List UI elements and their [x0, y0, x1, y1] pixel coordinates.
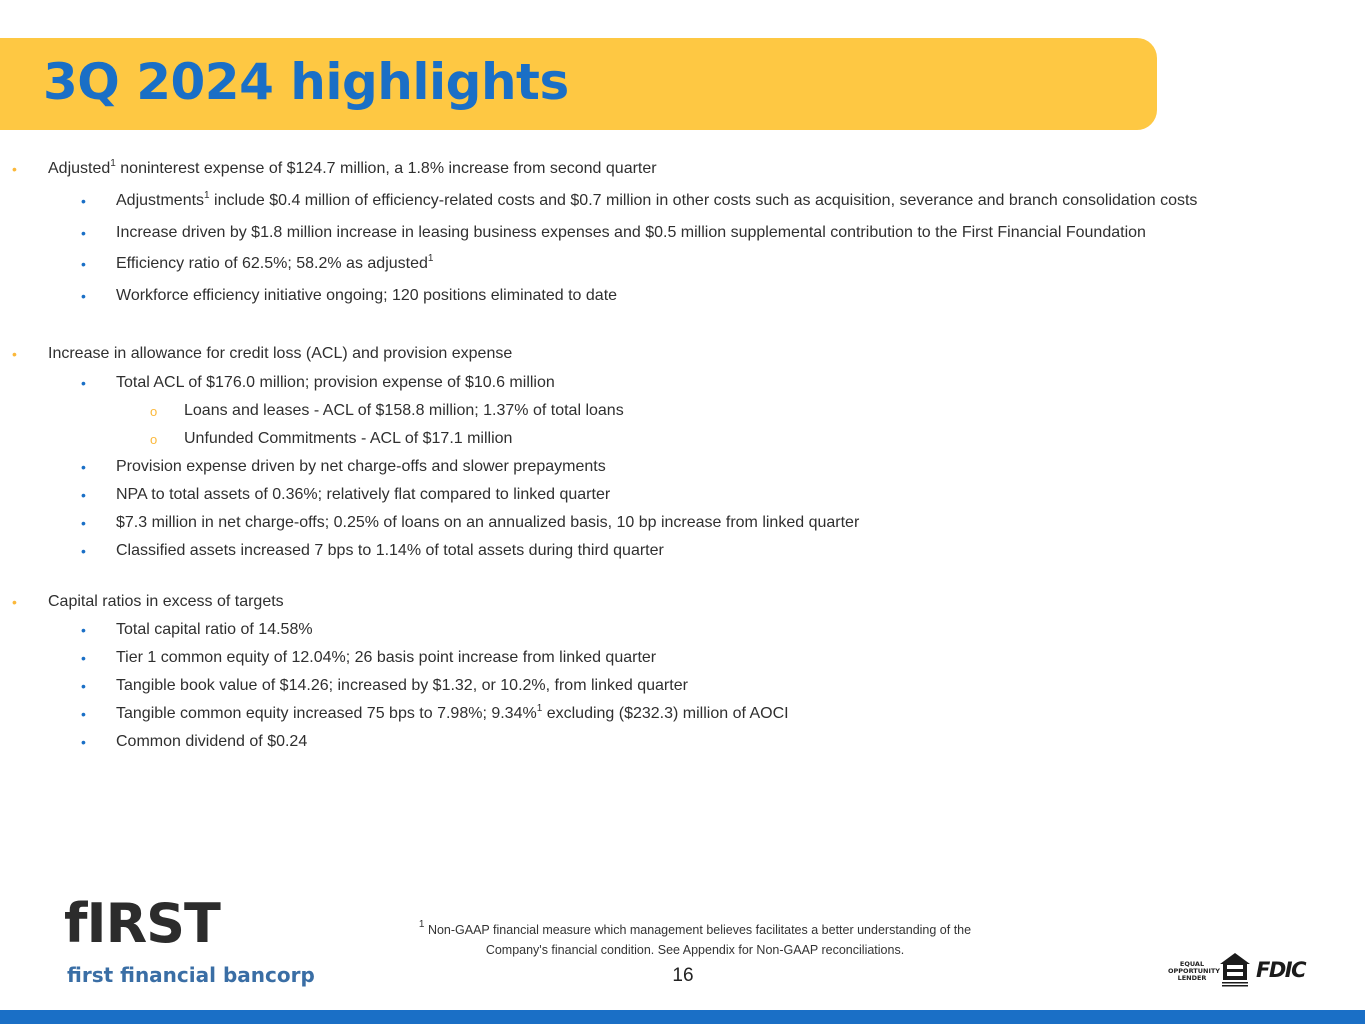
dividend-item: Common dividend of $0.24	[116, 733, 308, 750]
total-acl-item: Total ACL of $176.0 million; provision expense of $10.6 million	[116, 374, 555, 391]
bullet-icon: •	[81, 734, 86, 750]
classified-item: Classified assets increased 7 bps to 1.14% of total assets during third quarter	[116, 542, 664, 559]
chargeoffs-item: $7.3 million in net charge-offs; 0.25% of loans on an annualized basis, 10 bp increase from linked quarter	[116, 514, 860, 531]
bullet-icon: •	[81, 515, 86, 531]
bullet-icon: •	[81, 543, 86, 559]
bullet-icon: •	[81, 225, 86, 241]
equal-housing-icon	[1219, 952, 1251, 988]
tbv-item: Tangible book value of $14.26; increased by $1.32, or 10.2%, from linked quarter	[116, 677, 688, 694]
bullet-icon: •	[12, 161, 17, 177]
page-title: 3Q 2024 highlights	[43, 53, 569, 111]
bullet-icon: •	[81, 375, 86, 391]
first-logo: fIRST	[64, 892, 220, 955]
fdic-logo: FDIC	[1256, 958, 1306, 982]
tce-item: Tangible common equity increased 75 bps to 7.98%; 9.34%$^1$ excluding ($232.3) million of AOCI	[116, 703, 789, 722]
bullet-icon: •	[81, 256, 86, 272]
page-number: 16	[672, 965, 694, 986]
unfunded-item: Unfunded Commitments - ACL of $17.1 million	[184, 430, 513, 447]
bullet-icon: •	[81, 706, 86, 722]
provision-item: Provision expense driven by net charge-offs and slower prepayments	[116, 458, 606, 475]
increase-item: Increase driven by $1.8 million increase in leasing business expenses and $0.5 million supplemental contribution to the First Financial Foundation	[116, 224, 1146, 241]
efficiency-item: Efficiency ratio of 62.5%; 58.2% as adjusted$^1$	[116, 253, 434, 272]
total-capital-item: Total capital ratio of 14.58%	[116, 621, 313, 638]
footnote: $^1$ Non-GAAP financial measure which management believes facilitates a better understanding of the Company's financial condition. See Appendix for Non-GAAP reconciliations.	[418, 919, 972, 957]
bullet-icon: •	[81, 650, 86, 666]
circle-bullet-icon: o	[150, 404, 158, 419]
circle-bullet-icon: o	[150, 432, 158, 447]
adjustments-item: Adjustments$^1$ include $0.4 million of efficiency-related costs and $0.7 million in other costs such as acquisition, severance and branch consolidation costs	[116, 190, 1198, 209]
equal-opportunity-lender-text: EQUAL OPPORTUNITY LENDER	[1168, 960, 1221, 982]
loans-item: Loans and leases - ACL of $158.8 million; 1.37% of total loans	[184, 402, 624, 419]
bullet-icon: •	[81, 622, 86, 638]
company-name: first financial bancorp	[67, 963, 315, 987]
npa-item: NPA to total assets of 0.36%; relatively flat compared to linked quarter	[116, 486, 611, 503]
tier1-item: Tier 1 common equity of 12.04%; 26 basis point increase from linked quarter	[116, 649, 657, 666]
bullet-icon: •	[81, 487, 86, 503]
expense-heading: Adjusted$^1$ noninterest expense of $124.7 million, a 1.8% increase from second quarter	[48, 158, 657, 177]
bullet-icon: •	[81, 678, 86, 694]
workforce-item: Workforce efficiency initiative ongoing; 120 positions eliminated to date	[116, 287, 618, 304]
bullet-icon: •	[81, 459, 86, 475]
bottom-bar	[0, 1010, 1365, 1024]
bullet-icon: •	[12, 346, 17, 362]
bullet-icon: •	[81, 193, 86, 209]
bullet-icon: •	[12, 594, 17, 610]
acl-heading: Increase in allowance for credit loss (ACL) and provision expense	[48, 345, 513, 362]
bullet-icon: •	[81, 288, 86, 304]
capital-heading: Capital ratios in excess of targets	[48, 593, 284, 610]
